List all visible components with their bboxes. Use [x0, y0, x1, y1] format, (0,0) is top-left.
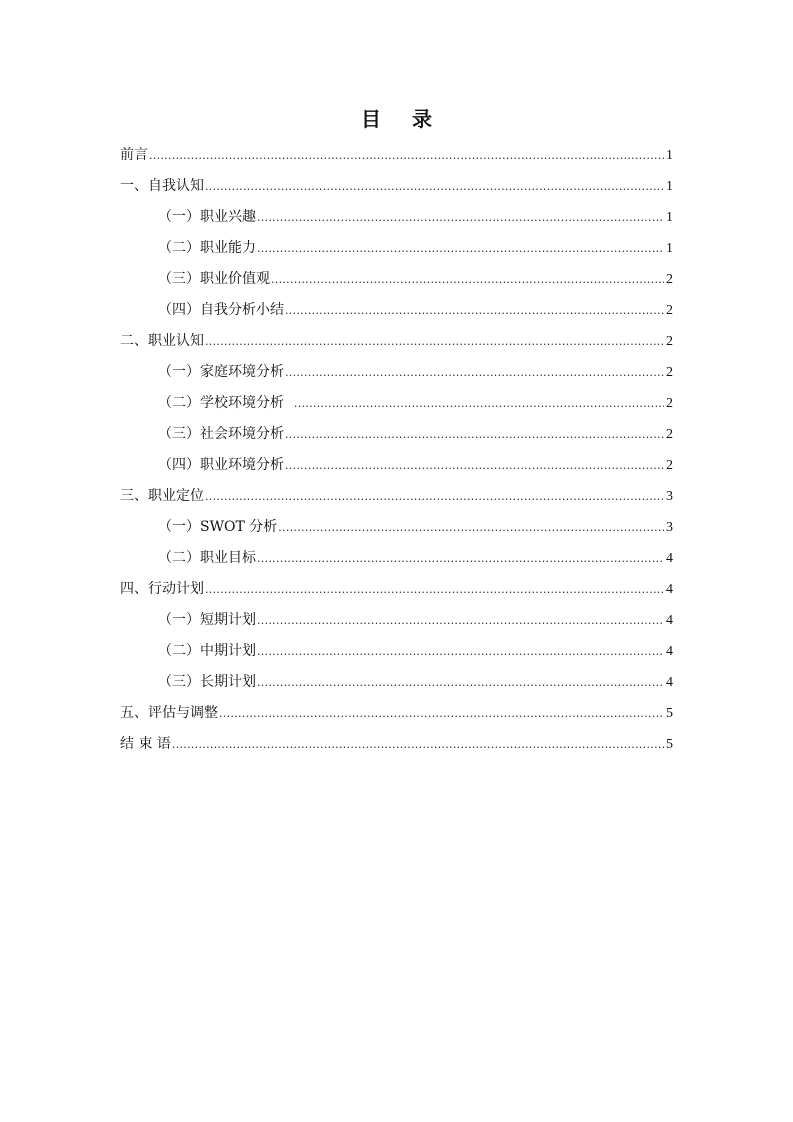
toc-entry[interactable]	[120, 543, 673, 574]
toc-entry-label: 一、自我认知	[120, 178, 204, 194]
toc-entry[interactable]	[120, 636, 673, 667]
toc-dot-leader	[205, 574, 664, 605]
toc-entry-page-number: 4	[666, 675, 673, 690]
toc-dot-leader	[285, 357, 664, 388]
toc-entry-label: 五、评估与调整	[120, 705, 218, 721]
toc-entry-label: （一）家庭环境分析	[158, 364, 284, 380]
toc-entry-page-number: 4	[666, 613, 673, 628]
toc-entry-page-number: 2	[666, 458, 673, 473]
toc-entry[interactable]	[120, 140, 673, 171]
toc-entry-page-number: 4	[666, 644, 673, 659]
toc-entry-label: （四）职业环境分析	[158, 457, 284, 473]
toc-entry-page-number: 4	[666, 551, 673, 566]
toc-entry[interactable]	[120, 481, 673, 512]
table-of-contents	[120, 140, 673, 760]
toc-entry[interactable]	[120, 233, 673, 264]
toc-entry-label: 结 束 语	[120, 736, 171, 752]
toc-entry[interactable]	[120, 698, 673, 729]
toc-entry-page-number: 2	[666, 334, 673, 349]
toc-entry-label: （三）社会环境分析	[158, 426, 284, 442]
toc-entry[interactable]	[120, 357, 673, 388]
toc-entry-label: 四、行动计划	[120, 581, 204, 597]
toc-entry-label: 三、职业定位	[120, 488, 204, 504]
toc-entry-page-number: 1	[666, 148, 673, 163]
toc-entry[interactable]	[120, 574, 673, 605]
toc-dot-leader	[205, 326, 664, 357]
toc-entry-page-number: 1	[666, 241, 673, 256]
toc-title: 目 录	[361, 107, 444, 131]
toc-entry-label: （一）职业兴趣	[158, 209, 256, 225]
toc-entry-label: （一）短期计划	[158, 612, 256, 628]
toc-dot-leader	[257, 543, 664, 574]
toc-entry-page-number: 2	[666, 272, 673, 287]
toc-entry-page-number: 1	[666, 179, 673, 194]
toc-entry-page-number: 5	[666, 706, 673, 721]
toc-dot-leader	[285, 419, 664, 450]
toc-entry-page-number: 2	[666, 303, 673, 318]
toc-entry-page-number: 3	[666, 520, 673, 535]
toc-entry-label: （四）自我分析小结	[158, 302, 284, 318]
toc-entry-page-number: 2	[666, 427, 673, 442]
toc-entry[interactable]	[120, 295, 673, 326]
toc-dot-leader	[285, 295, 664, 326]
toc-dot-leader	[257, 636, 664, 667]
toc-entry-label: （二）职业能力	[158, 240, 256, 256]
toc-entry-page-number: 5	[666, 737, 673, 752]
toc-dot-leader	[172, 729, 664, 760]
toc-entry-label: （二）职业目标	[158, 550, 256, 566]
toc-entry-page-number: 1	[666, 210, 673, 225]
toc-dot-leader	[285, 450, 664, 481]
toc-dot-leader	[294, 388, 664, 419]
toc-dot-leader	[149, 140, 664, 171]
toc-entry[interactable]	[120, 450, 673, 481]
toc-dot-leader	[278, 512, 664, 543]
toc-dot-leader	[257, 667, 664, 698]
toc-entry[interactable]	[120, 171, 673, 202]
toc-dot-leader	[257, 233, 664, 264]
toc-entry-page-number: 2	[666, 396, 673, 411]
toc-entry[interactable]	[120, 388, 673, 419]
toc-entry-label: （三）长期计划	[158, 674, 256, 690]
toc-entry[interactable]	[120, 202, 673, 233]
toc-entry-page-number: 2	[666, 365, 673, 380]
toc-entry-label: 二、职业认知	[120, 333, 204, 349]
toc-entry-page-number: 3	[666, 489, 673, 504]
toc-entry-label: （二）学校环境分析	[158, 395, 293, 411]
toc-entry[interactable]	[120, 264, 673, 295]
toc-entry[interactable]	[120, 729, 673, 760]
toc-dot-leader	[271, 264, 664, 295]
toc-entry[interactable]	[120, 605, 673, 636]
toc-entry-label: （三）职业价值观	[158, 271, 270, 287]
toc-entry[interactable]	[120, 667, 673, 698]
toc-entry[interactable]	[120, 326, 673, 357]
toc-entry[interactable]	[120, 419, 673, 450]
toc-dot-leader	[205, 171, 664, 202]
toc-dot-leader	[205, 481, 664, 512]
toc-entry-label: （一）SWOT 分析	[158, 519, 278, 535]
toc-entry-page-number: 4	[666, 582, 673, 597]
toc-dot-leader	[257, 605, 664, 636]
toc-entry-label: （二）中期计划	[158, 643, 256, 659]
toc-dot-leader	[257, 202, 664, 233]
toc-entry[interactable]	[120, 512, 673, 543]
toc-dot-leader	[219, 698, 664, 729]
toc-entry-label: 前言	[120, 147, 148, 163]
